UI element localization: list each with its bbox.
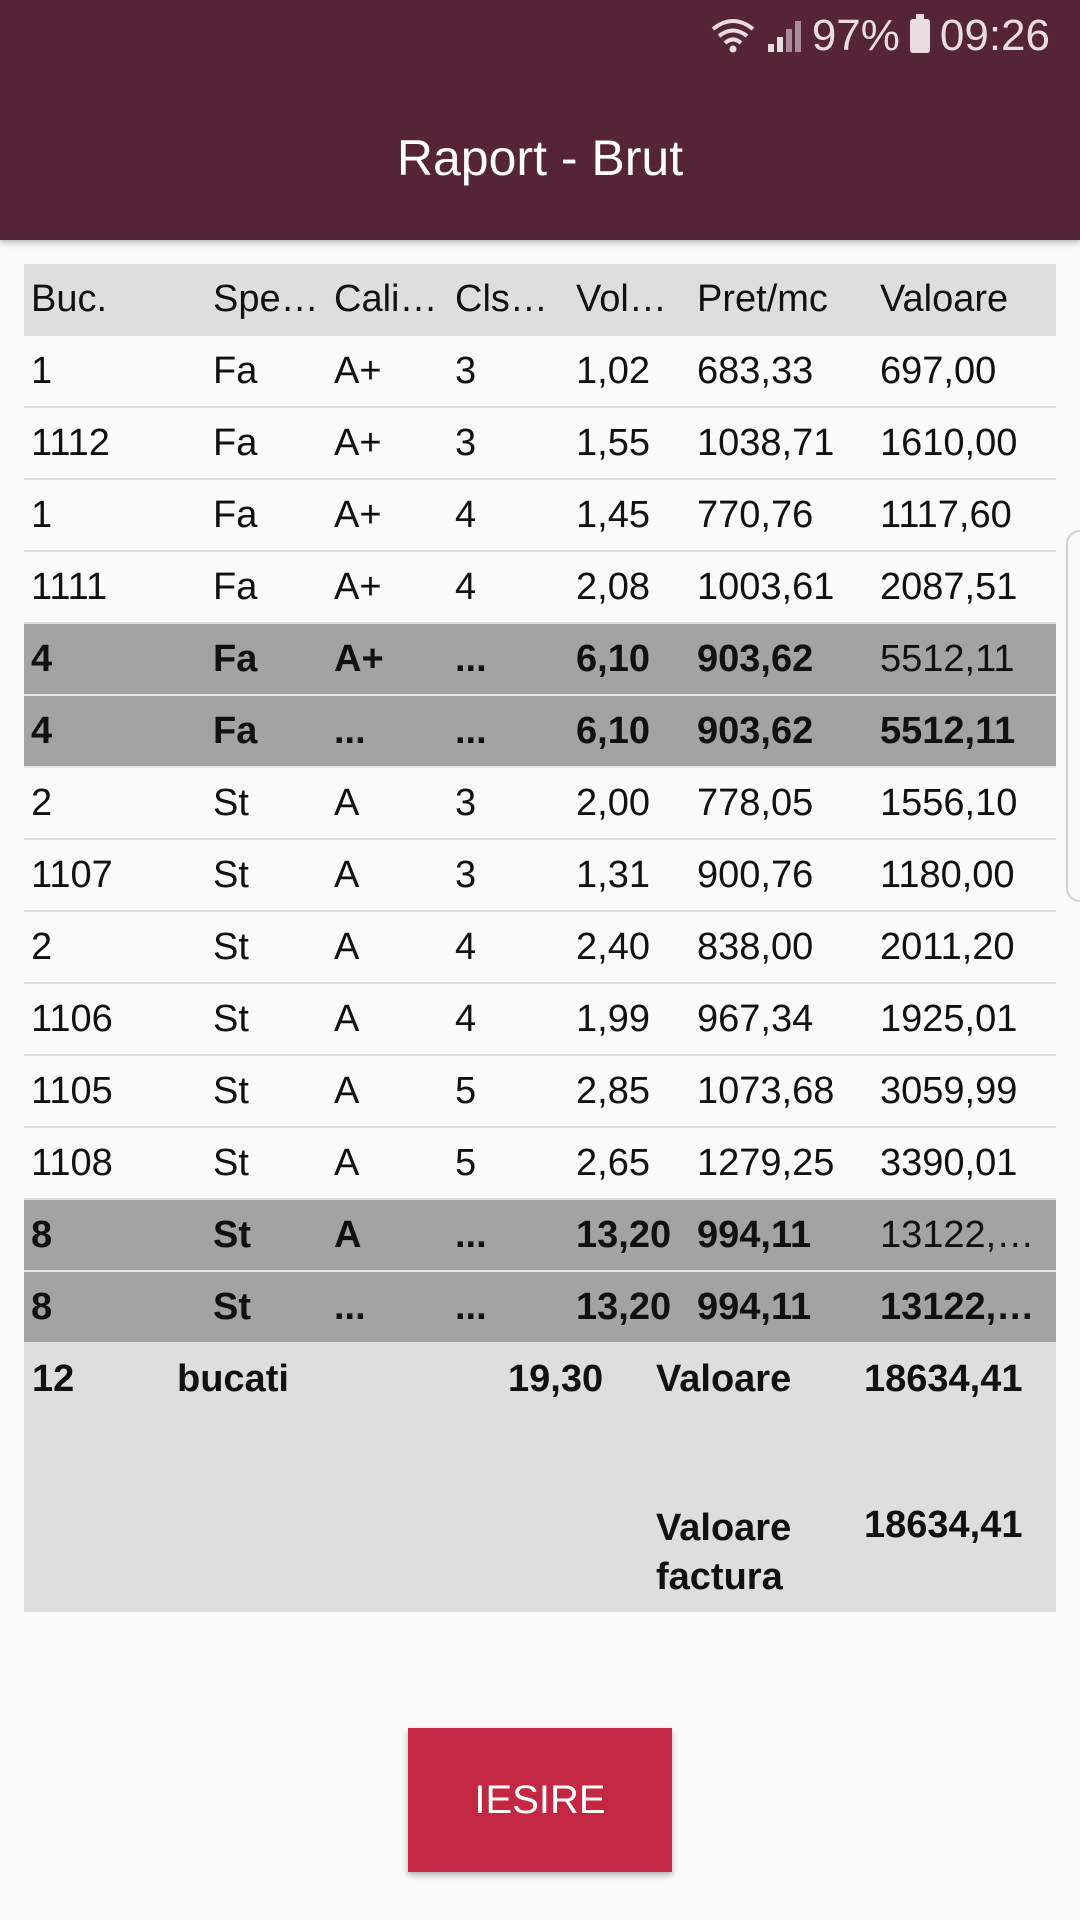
cell-clasa: 4: [455, 925, 477, 968]
cell-volum: 2,40: [576, 925, 650, 968]
cell-buc: 1105: [31, 1069, 113, 1112]
subtotal-row[interactable]: [24, 624, 1056, 696]
table-row[interactable]: [24, 552, 1056, 624]
cell-volum: 1,45: [576, 493, 650, 536]
cell-pret: 967,34: [697, 997, 814, 1040]
signal-icon: [766, 18, 802, 54]
table-row[interactable]: [24, 768, 1056, 840]
cell-clasa: 4: [455, 565, 477, 608]
cell-valoare: 1180,00: [880, 853, 1015, 896]
cell-clasa: 4: [455, 997, 477, 1040]
cell-valoare: 1610,00: [880, 421, 1018, 464]
subtotal-row[interactable]: [24, 1200, 1056, 1272]
table-row[interactable]: [24, 912, 1056, 984]
cell-valoare: 2011,20: [880, 925, 1015, 968]
cell-buc: 1106: [31, 997, 113, 1040]
cell-specie: Fa: [213, 709, 258, 752]
cell-clasa: ...: [455, 1213, 487, 1256]
cell-pret: 1279,25: [697, 1141, 835, 1184]
invoice-value-label: Valoare factura: [656, 1507, 792, 1598]
cell-volum: 13,20: [576, 1285, 672, 1328]
table-row[interactable]: [24, 336, 1056, 408]
cell-pret: 683,33: [697, 349, 814, 392]
total-unit: bucati: [177, 1358, 289, 1400]
table-row[interactable]: [24, 1056, 1056, 1128]
cell-volum: 13,20: [576, 1213, 672, 1256]
total-count: 12: [32, 1358, 75, 1400]
table-row[interactable]: [24, 840, 1056, 912]
cell-volum: 1,55: [576, 421, 650, 464]
battery-percent: 97%: [811, 11, 900, 60]
cell-clasa: 3: [455, 421, 477, 464]
cell-calitate: ...: [334, 709, 366, 752]
cell-buc: 8: [31, 1285, 53, 1328]
cell-pret: 903,62: [697, 709, 814, 752]
cell-pret: 994,11: [697, 1285, 812, 1328]
table-row[interactable]: [24, 984, 1056, 1056]
cell-pret: 900,76: [697, 853, 814, 896]
header-clasa[interactable]: Cls…: [455, 277, 548, 320]
cell-calitate: A+: [334, 493, 382, 536]
table-header-row: [24, 264, 1056, 336]
subtotal-row[interactable]: [24, 1272, 1056, 1344]
cell-clasa: ...: [455, 1285, 487, 1328]
cell-valoare: 2087,51: [880, 565, 1018, 608]
cell-pret: 1003,61: [697, 565, 835, 608]
cell-volum: 6,10: [576, 709, 650, 752]
table-row[interactable]: [24, 480, 1056, 552]
cell-buc: 2: [31, 781, 53, 824]
cell-specie: St: [213, 1285, 251, 1328]
cell-specie: Fa: [213, 565, 258, 608]
cell-calitate: ...: [334, 1285, 366, 1328]
cell-specie: Fa: [213, 637, 258, 680]
cell-buc: 2: [31, 925, 53, 968]
cell-valoare: 5512,11: [880, 637, 1015, 680]
cell-clasa: 3: [455, 349, 477, 392]
header-pret[interactable]: Pret/mc: [697, 277, 828, 320]
cell-specie: St: [213, 781, 249, 824]
cell-pret: 903,62: [697, 637, 814, 680]
cell-valoare: 5512,11: [880, 709, 1016, 752]
header-calitate[interactable]: Cali…: [334, 277, 438, 320]
clock: 09:26: [939, 11, 1050, 60]
cell-calitate: A: [334, 1141, 360, 1184]
cell-buc: 4: [31, 709, 53, 752]
cell-buc: 1: [31, 349, 53, 392]
cell-volum: 2,85: [576, 1069, 650, 1112]
battery-icon: [910, 19, 930, 53]
cell-valoare: 13122,…: [880, 1285, 1035, 1328]
wifi-icon: [710, 17, 756, 55]
cell-volum: 2,00: [576, 781, 650, 824]
invoice-value: 18634,41: [864, 1504, 1023, 1546]
cell-valoare: 1556,10: [880, 781, 1018, 824]
cell-clasa: 3: [455, 781, 477, 824]
cell-clasa: ...: [455, 637, 487, 680]
cell-calitate: A: [334, 853, 360, 896]
table-row[interactable]: [24, 1128, 1056, 1200]
cell-calitate: A+: [334, 349, 382, 392]
cell-specie: St: [213, 925, 249, 968]
cell-clasa: 4: [455, 493, 477, 536]
header-specie[interactable]: Spe…: [213, 277, 319, 320]
cell-valoare: 697,00: [880, 349, 997, 392]
cell-calitate: A: [334, 1069, 360, 1112]
cell-calitate: A: [334, 997, 360, 1040]
cell-valoare: 13122,…: [880, 1213, 1035, 1256]
cell-clasa: 5: [455, 1069, 477, 1112]
cell-valoare: 1925,01: [880, 997, 1018, 1040]
cell-specie: St: [213, 997, 249, 1040]
cell-buc: 8: [31, 1213, 53, 1256]
cell-calitate: A+: [334, 421, 382, 464]
cell-specie: Fa: [213, 349, 258, 392]
cell-buc: 4: [31, 637, 53, 680]
cell-buc: 1107: [31, 853, 113, 896]
cell-pret: 770,76: [697, 493, 814, 536]
total-value-label: Valoare: [656, 1358, 792, 1400]
cell-specie: Fa: [213, 421, 258, 464]
cell-pret: 994,11: [697, 1213, 812, 1256]
header-buc[interactable]: Buc.: [31, 277, 108, 320]
cell-volum: 1,02: [576, 349, 650, 392]
page-title: Raport - Brut: [396, 130, 684, 186]
table-row[interactable]: [24, 408, 1056, 480]
header-volum[interactable]: Vol…: [576, 277, 667, 320]
cell-clasa: ...: [455, 709, 487, 752]
cell-buc: 1111: [31, 565, 108, 608]
status-bar: [710, 10, 1050, 62]
cell-buc: 1: [31, 493, 53, 536]
cell-valoare: 3390,01: [880, 1141, 1018, 1184]
cell-buc: 1112: [31, 421, 110, 464]
cell-pret: 1038,71: [697, 421, 835, 464]
total-value: 18634,41: [864, 1358, 1023, 1400]
cell-calitate: A+: [334, 637, 384, 680]
cell-clasa: 5: [455, 1141, 477, 1184]
summary-panel: [24, 1342, 1056, 1612]
subtotal-row[interactable]: [24, 696, 1056, 768]
cell-pret: 778,05: [697, 781, 814, 824]
scroll-handle[interactable]: [1066, 530, 1080, 902]
cell-calitate: A: [334, 781, 360, 824]
cell-specie: St: [213, 853, 249, 896]
cell-clasa: 3: [455, 853, 477, 896]
header-valoare[interactable]: Valoare: [880, 277, 1009, 320]
cell-specie: St: [213, 1069, 249, 1112]
cell-valoare: 3059,99: [880, 1069, 1018, 1112]
app-bar: [0, 0, 1080, 240]
cell-specie: Fa: [213, 493, 258, 536]
cell-valoare: 1117,60: [880, 493, 1012, 536]
cell-pret: 1073,68: [697, 1069, 835, 1112]
total-volume: 19,30: [508, 1358, 604, 1400]
cell-specie: St: [213, 1141, 249, 1184]
exit-button[interactable]: IESIRE: [408, 1728, 672, 1872]
cell-volum: 1,31: [576, 853, 650, 896]
cell-volum: 6,10: [576, 637, 650, 680]
cell-calitate: A: [334, 1213, 362, 1256]
cell-buc: 1108: [31, 1141, 113, 1184]
cell-calitate: A: [334, 925, 360, 968]
cell-volum: 1,99: [576, 997, 650, 1040]
cell-volum: 2,08: [576, 565, 650, 608]
cell-calitate: A+: [334, 565, 382, 608]
report-table: [24, 264, 1056, 1344]
cell-specie: St: [213, 1213, 251, 1256]
cell-volum: 2,65: [576, 1141, 650, 1184]
cell-pret: 838,00: [697, 925, 814, 968]
